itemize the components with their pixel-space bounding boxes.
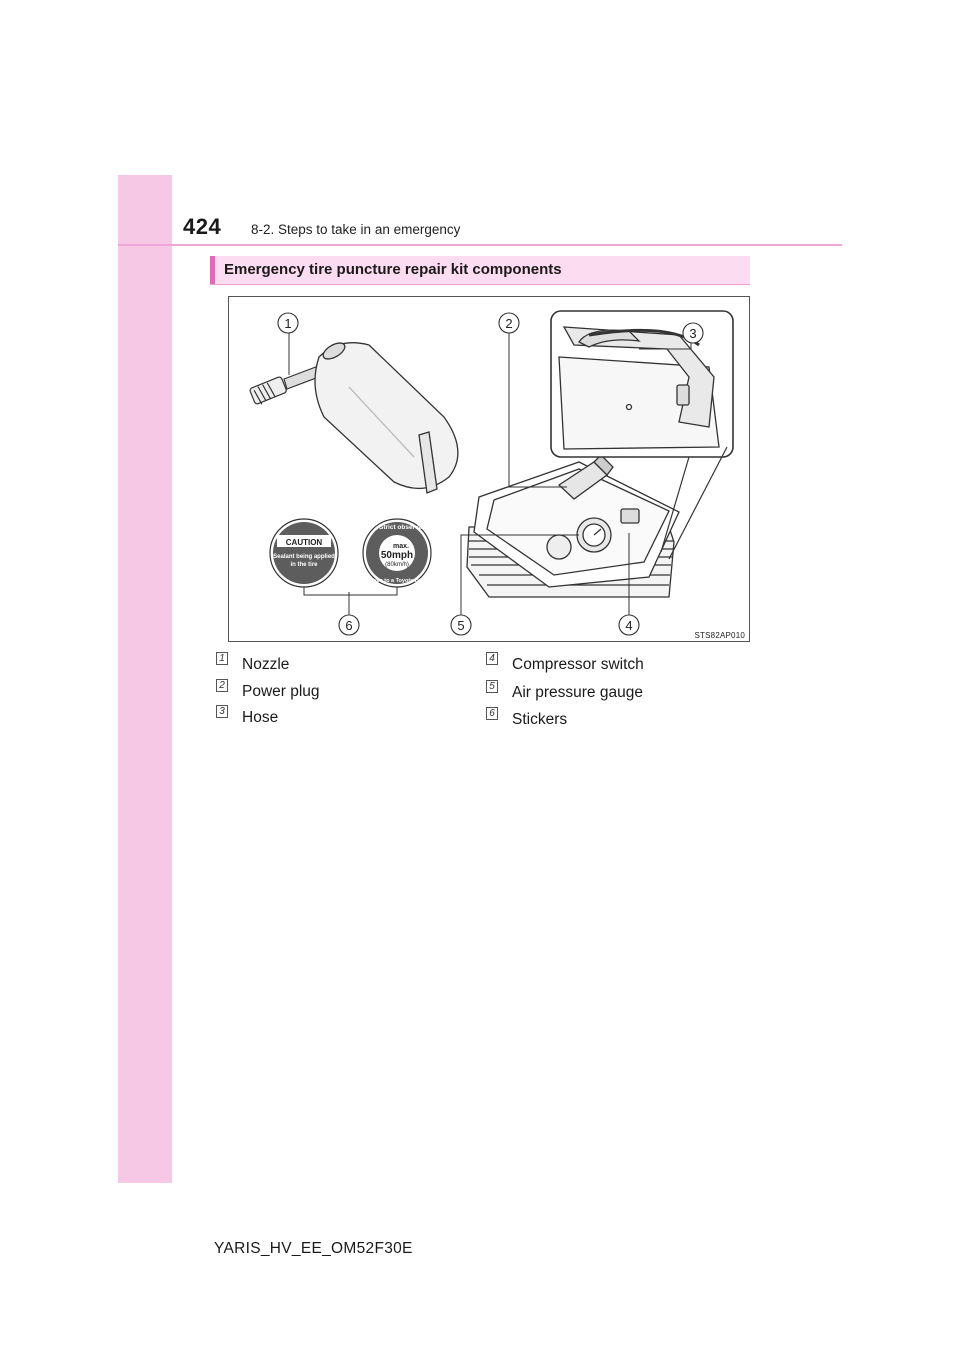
sealant-bottle-drawing — [315, 340, 458, 493]
legend-label: Compressor switch — [512, 656, 644, 673]
sticker-caution-title: CAUTION — [285, 538, 323, 547]
legend-badge: 5 — [486, 680, 498, 693]
legend-badge: 3 — [216, 705, 228, 718]
sticker-speed-arc-bottom: Drive to a Toyota Dealer — [369, 578, 432, 584]
sticker-caution-line2: in the tire — [290, 562, 318, 568]
heading-title: Emergency tire puncture repair kit components — [224, 261, 562, 278]
heading-accent — [210, 256, 215, 284]
legend-label: Power plug — [242, 683, 320, 700]
sticker-speed-arc-top: Strict observance — [379, 524, 434, 531]
header-rule — [118, 244, 842, 246]
heading-bar — [210, 256, 750, 285]
legend-label: Stickers — [512, 711, 568, 728]
callout-3: 3 — [689, 326, 697, 341]
legend-badge: 6 — [486, 707, 498, 720]
side-strip — [118, 175, 172, 1183]
sticker-caution-line1: Sealant being applied — [273, 554, 335, 560]
repair-kit-illustration — [228, 296, 750, 642]
legend-item-air-pressure-gauge — [486, 680, 643, 702]
sticker-speed-value: 50mph — [380, 550, 414, 561]
legend-badge: 1 — [216, 652, 228, 665]
callout-6: 6 — [345, 618, 353, 633]
legend-badge: 4 — [486, 652, 498, 665]
legend-label: Hose — [242, 709, 279, 726]
callout-5: 5 — [457, 618, 465, 633]
figure-code: STS82AP010 — [694, 631, 745, 640]
stickers-drawing — [270, 519, 434, 587]
page-number: 424 — [183, 214, 222, 239]
callout-2: 2 — [505, 316, 513, 331]
legend-item-nozzle — [216, 652, 290, 674]
legend-item-hose — [216, 705, 279, 727]
inset-hose-view — [551, 311, 733, 457]
section-title: 8-2. Steps to take in an emergency — [251, 222, 461, 237]
callout-1: 1 — [284, 316, 292, 331]
legend-item-stickers — [486, 707, 568, 729]
nozzle-drawing — [249, 365, 324, 405]
callout-4: 4 — [625, 618, 633, 633]
footer-document-code: YARIS_HV_EE_OM52F30E — [214, 1240, 413, 1257]
sticker-speed-max: max. — [393, 543, 409, 550]
sticker-speed-metric: (80km/h) — [385, 562, 409, 568]
legend-label: Nozzle — [242, 656, 290, 673]
legend-label: Air pressure gauge — [512, 684, 643, 701]
legend-badge: 2 — [216, 679, 228, 692]
legend-item-compressor-switch — [486, 652, 644, 674]
legend-item-power-plug — [216, 679, 320, 701]
compressor-drawing — [467, 455, 679, 597]
repair-kit-drawing — [229, 297, 751, 643]
